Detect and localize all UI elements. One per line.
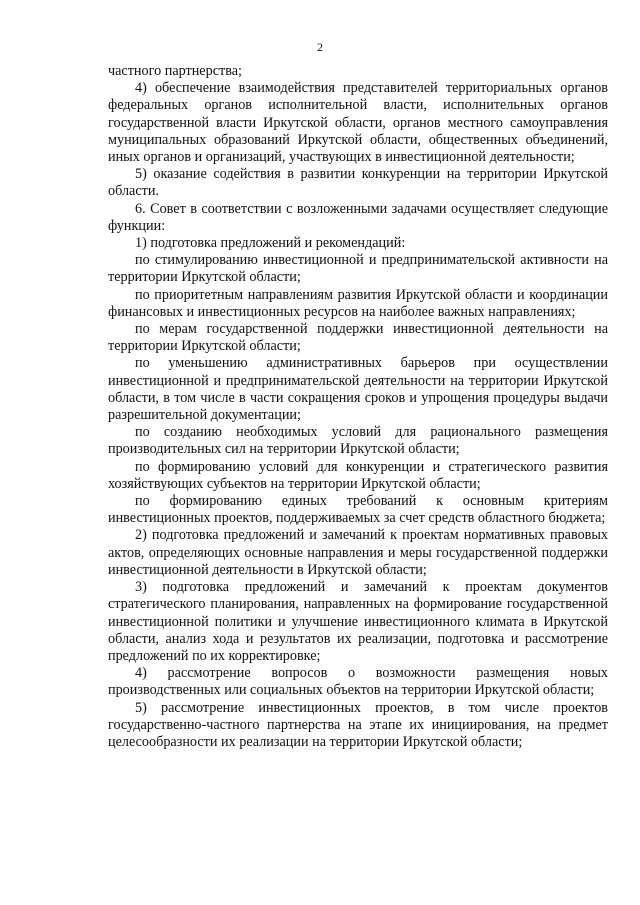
paragraph-7: по мерам государственной поддержки инвестиционной деятельности на территории Иркутской области; <box>108 321 608 355</box>
paragraph-6: по приоритетным направлениям развития Иркутской области и координации финансовых и инвестиционных ресурсов на наиболее важных направлениях; <box>108 286 608 320</box>
paragraph-12: 2) подготовка предложений и замечаний к проектам нормативных правовых актов, определяющих основные направления и меры государственной поддержки инвестиционной деятельности в Иркутской области; <box>108 527 608 578</box>
paragraph-4: 1) подготовка предложений и рекомендаций: <box>135 235 406 252</box>
paragraph-2: 5) оказание содействия в развитии конкуренции на территории Иркутской области. <box>108 166 608 200</box>
paragraph-0: частного партнерства; <box>108 63 242 79</box>
paragraph-15: 5) рассмотрение инвестиционных проектов, в том числе проектов государственно-частного партнерства на этапе их инициирования, на предмет целесообразности их реализации на территории Иркутской области; <box>108 699 608 750</box>
paragraph-8: по уменьшению административных барьеров при осуществлении инвестиционной и предпринимательской деятельности на территории Иркутской области, в том числе в части сокращения сроков и упрощения процедуры выдачи разрешительной документации; <box>108 355 608 424</box>
document-body <box>108 63 608 751</box>
paragraph-1: 4) обеспечение взаимодействия представителей территориальных органов федеральных органов исполнительной власти, исполнительных органов государственной власти Иркутской области, органов местного самоуправления муниципальных образований Иркутской области, общественных объединений, иных органов и организаций, участвующих в инвестиционной деятельности; <box>108 80 608 166</box>
paragraph-11: по формированию единых требований к основным критериям инвестиционных проектов, поддерживаемых за счет средств областного бюджета; <box>108 493 608 527</box>
paragraph-13: 3) подготовка предложений и замечаний к проектам документов стратегического планирования, направленных на формирование государственной инвестиционной политики и улучшение инвестиционного климата в Иркутской области, анализ хода и результатов их реализации, подготовка и рассмотрение предложений по их корректировке; <box>108 579 608 664</box>
paragraph-14: 4) рассмотрение вопросов о возможности размещения новых производственных или социальных объектов на территории Иркутской области; <box>108 665 608 699</box>
page-number: 2 <box>317 40 323 54</box>
paragraph-5: по стимулированию инвестиционной и предпринимательской активности на территории Иркутской области; <box>108 252 608 286</box>
paragraph-3: 6. Совет в соответствии с возложенными задачами осуществляет следующие функции: <box>108 200 608 234</box>
paragraph-10: по формированию условий для конкуренции и стратегического развития хозяйствующих субъектов на территории Иркутской области; <box>108 458 608 492</box>
paragraph-9: по созданию необходимых условий для рационального размещения производительных сил на территории Иркутской области; <box>108 424 608 458</box>
